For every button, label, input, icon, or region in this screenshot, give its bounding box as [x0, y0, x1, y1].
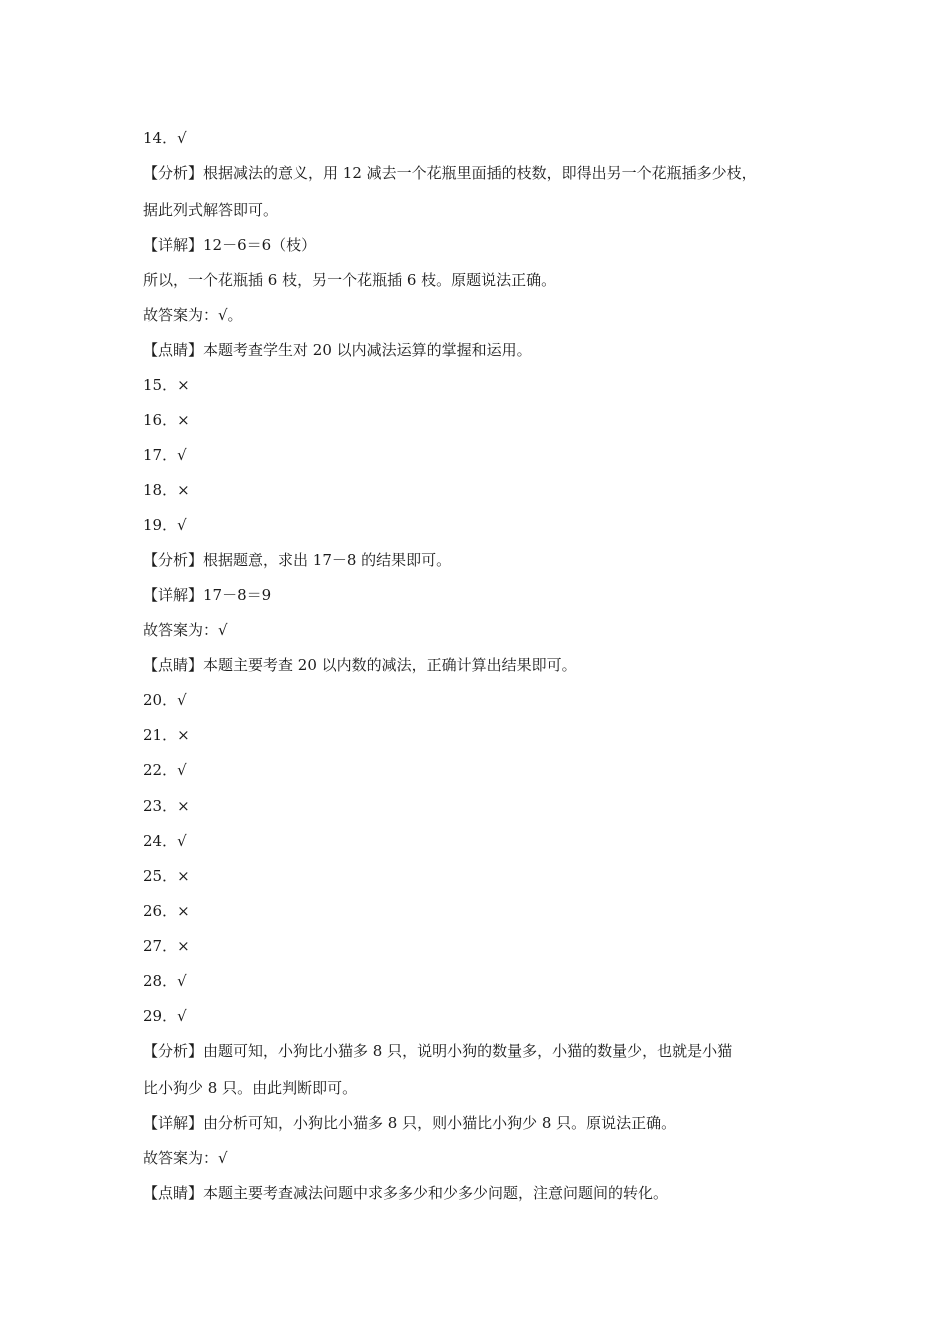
comment-14: 【点睛】本题考查学生对 20 以内减法运算的掌握和运用。 — [143, 341, 532, 359]
detail-14: 【详解】12－6＝6（枝） — [143, 236, 317, 254]
answer-22: 22．√ — [143, 761, 187, 779]
answer-statement-19: 故答案为：√ — [143, 621, 228, 639]
answer-25: 25．× — [143, 867, 190, 885]
answer-19: 19．√ — [143, 516, 187, 534]
analysis-14-line1: 【分析】根据减法的意义，用 12 减去一个花瓶里面插的枝数，即得出另一个花瓶插多少枝， — [143, 164, 757, 182]
answer-28: 28．√ — [143, 972, 187, 990]
analysis-29-line1: 【分析】由题可知，小狗比小猫多 8 只，说明小狗的数量多，小猫的数量少，也就是小猫 — [143, 1042, 733, 1060]
comment-29: 【点睛】本题主要考查减法问题中求多多少和少多少问题，注意问题间的转化。 — [143, 1184, 669, 1202]
answer-17: 17．√ — [143, 446, 187, 464]
answer-23: 23．× — [143, 797, 190, 815]
answer-14: 14．√ — [143, 129, 187, 147]
analysis-19: 【分析】根据题意，求出 17－8 的结果即可。 — [143, 551, 452, 569]
detail-29: 【详解】由分析可知，小狗比小猫多 8 只，则小猫比小狗少 8 只。原说法正确。 — [143, 1114, 677, 1132]
analysis-29-line2: 比小狗少 8 只。由此判断即可。 — [143, 1079, 358, 1097]
analysis-14-line2: 据此列式解答即可。 — [143, 201, 279, 219]
answer-statement-29: 故答案为：√ — [143, 1149, 228, 1167]
answer-20: 20．√ — [143, 691, 187, 709]
comment-19: 【点睛】本题主要考查 20 以内数的减法，正确计算出结果即可。 — [143, 656, 577, 674]
detail-19: 【详解】17－8＝9 — [143, 586, 272, 604]
answer-15: 15．× — [143, 376, 190, 394]
answer-statement-14: 故答案为：√。 — [143, 306, 243, 324]
detail-14-text: 所以，一个花瓶插 6 枝，另一个花瓶插 6 枝。原题说法正确。 — [143, 271, 557, 289]
answer-18: 18．× — [143, 481, 190, 499]
answer-26: 26．× — [143, 902, 190, 920]
answer-24: 24．√ — [143, 832, 187, 850]
answer-21: 21．× — [143, 726, 190, 744]
answer-16: 16．× — [143, 411, 190, 429]
answer-29: 29．√ — [143, 1007, 187, 1025]
answer-27: 27．× — [143, 937, 190, 955]
